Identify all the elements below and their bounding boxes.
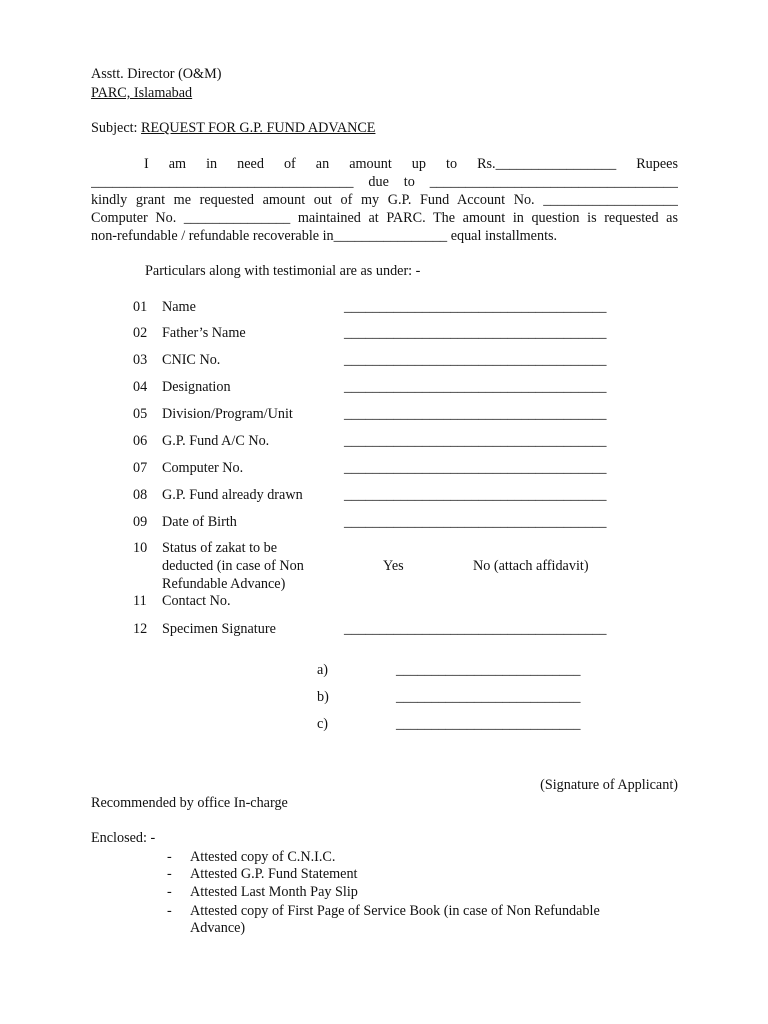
particulars-intro: Particulars along with testimonial are as under: - (145, 263, 421, 279)
item-label: Designation (162, 379, 231, 395)
item-label: G.P. Fund A/C No. (162, 433, 270, 449)
specimen-label: c) (317, 716, 329, 732)
item-number: 03 (133, 352, 148, 368)
item-number: 01 (133, 299, 148, 315)
subject-prefix: Subject: (91, 120, 142, 136)
body-line-3: kindly grant me requested amount out of my G.P. Fund Account No. ___________________ (91, 192, 678, 208)
bullet-dash: - (167, 866, 172, 882)
body-line-1: I am in need of an amount up to Rs._________________ Rupees (144, 156, 678, 172)
specimen-b-field[interactable]: __________________________ (396, 689, 581, 705)
item-number: 12 (133, 621, 148, 637)
item-number: 06 (133, 433, 148, 449)
item-number: 11 (133, 593, 147, 609)
gp-fund-account-field[interactable]: _____________________________________ (344, 433, 607, 449)
specimen-c-field[interactable]: __________________________ (396, 716, 581, 732)
item-number: 02 (133, 325, 148, 341)
enclosure-text: Attested copy of First Page of Service Book (in case of Non Refundable (190, 903, 600, 919)
item-number: 05 (133, 406, 148, 422)
item-label: Father’s Name (162, 325, 246, 341)
item-label: Computer No. (162, 460, 244, 476)
cnic-field[interactable]: _____________________________________ (344, 352, 607, 368)
specimen-a-field[interactable]: __________________________ (396, 662, 581, 678)
computer-no-field[interactable]: _____________________________________ (344, 460, 607, 476)
specimen-label: b) (317, 689, 329, 705)
enclosed-title: Enclosed: - (91, 830, 156, 846)
item-label: Division/Program/Unit (162, 406, 293, 422)
zakat-label-line-3: Refundable Advance) (162, 576, 286, 592)
item-number: 10 (133, 540, 148, 556)
enclosure-text-continued: Advance) (190, 920, 246, 936)
fund-drawn-field[interactable]: _____________________________________ (344, 487, 607, 503)
body-line-4: Computer No. _______________ maintained at PARC. The amount in question is requested as (91, 210, 678, 226)
recommended-line: Recommended by office In-charge (91, 795, 288, 811)
zakat-no-option[interactable]: No (attach affidavit) (473, 558, 589, 574)
specimen-signature-field[interactable]: _____________________________________ (344, 621, 607, 637)
item-label: Contact No. (162, 593, 231, 609)
enclosure-text: Attested G.P. Fund Statement (190, 866, 358, 882)
addressee-organization: PARC, Islamabad (91, 85, 193, 101)
enclosure-text: Attested copy of C.N.I.C. (190, 849, 336, 865)
designation-field[interactable]: _____________________________________ (344, 379, 607, 395)
division-field[interactable]: _____________________________________ (344, 406, 607, 422)
subject-line (91, 120, 375, 137)
name-field[interactable]: _____________________________________ (344, 299, 607, 315)
body-line-2: _____________________________________ due to ___________________________________ (91, 174, 678, 190)
item-label: Specimen Signature (162, 621, 276, 637)
item-label: G.P. Fund already drawn (162, 487, 303, 503)
addressee-title: Asstt. Director (O&M) (91, 66, 222, 82)
item-label: CNIC No. (162, 352, 221, 368)
zakat-label-line-2: deducted (in case of Non (162, 558, 304, 574)
subject-text: REQUEST FOR G.P. FUND ADVANCE (141, 120, 376, 136)
item-number: 09 (133, 514, 148, 530)
item-number: 07 (133, 460, 148, 476)
zakat-yes-option[interactable]: Yes (383, 558, 404, 574)
date-of-birth-field[interactable]: _____________________________________ (344, 514, 607, 530)
father-name-field[interactable]: _____________________________________ (344, 325, 607, 341)
item-label: Name (162, 299, 196, 315)
specimen-label: a) (317, 662, 329, 678)
item-number: 08 (133, 487, 148, 503)
bullet-dash: - (167, 903, 172, 919)
item-number: 04 (133, 379, 148, 395)
enclosure-text: Attested Last Month Pay Slip (190, 884, 358, 900)
item-label: Date of Birth (162, 514, 237, 530)
bullet-dash: - (167, 849, 172, 865)
bullet-dash: - (167, 884, 172, 900)
applicant-signature-label: (Signature of Applicant) (540, 777, 678, 793)
body-line-5: non-refundable / refundable recoverable in________________ equal installments. (91, 228, 558, 244)
zakat-label-line-1: Status of zakat to be (162, 540, 278, 556)
